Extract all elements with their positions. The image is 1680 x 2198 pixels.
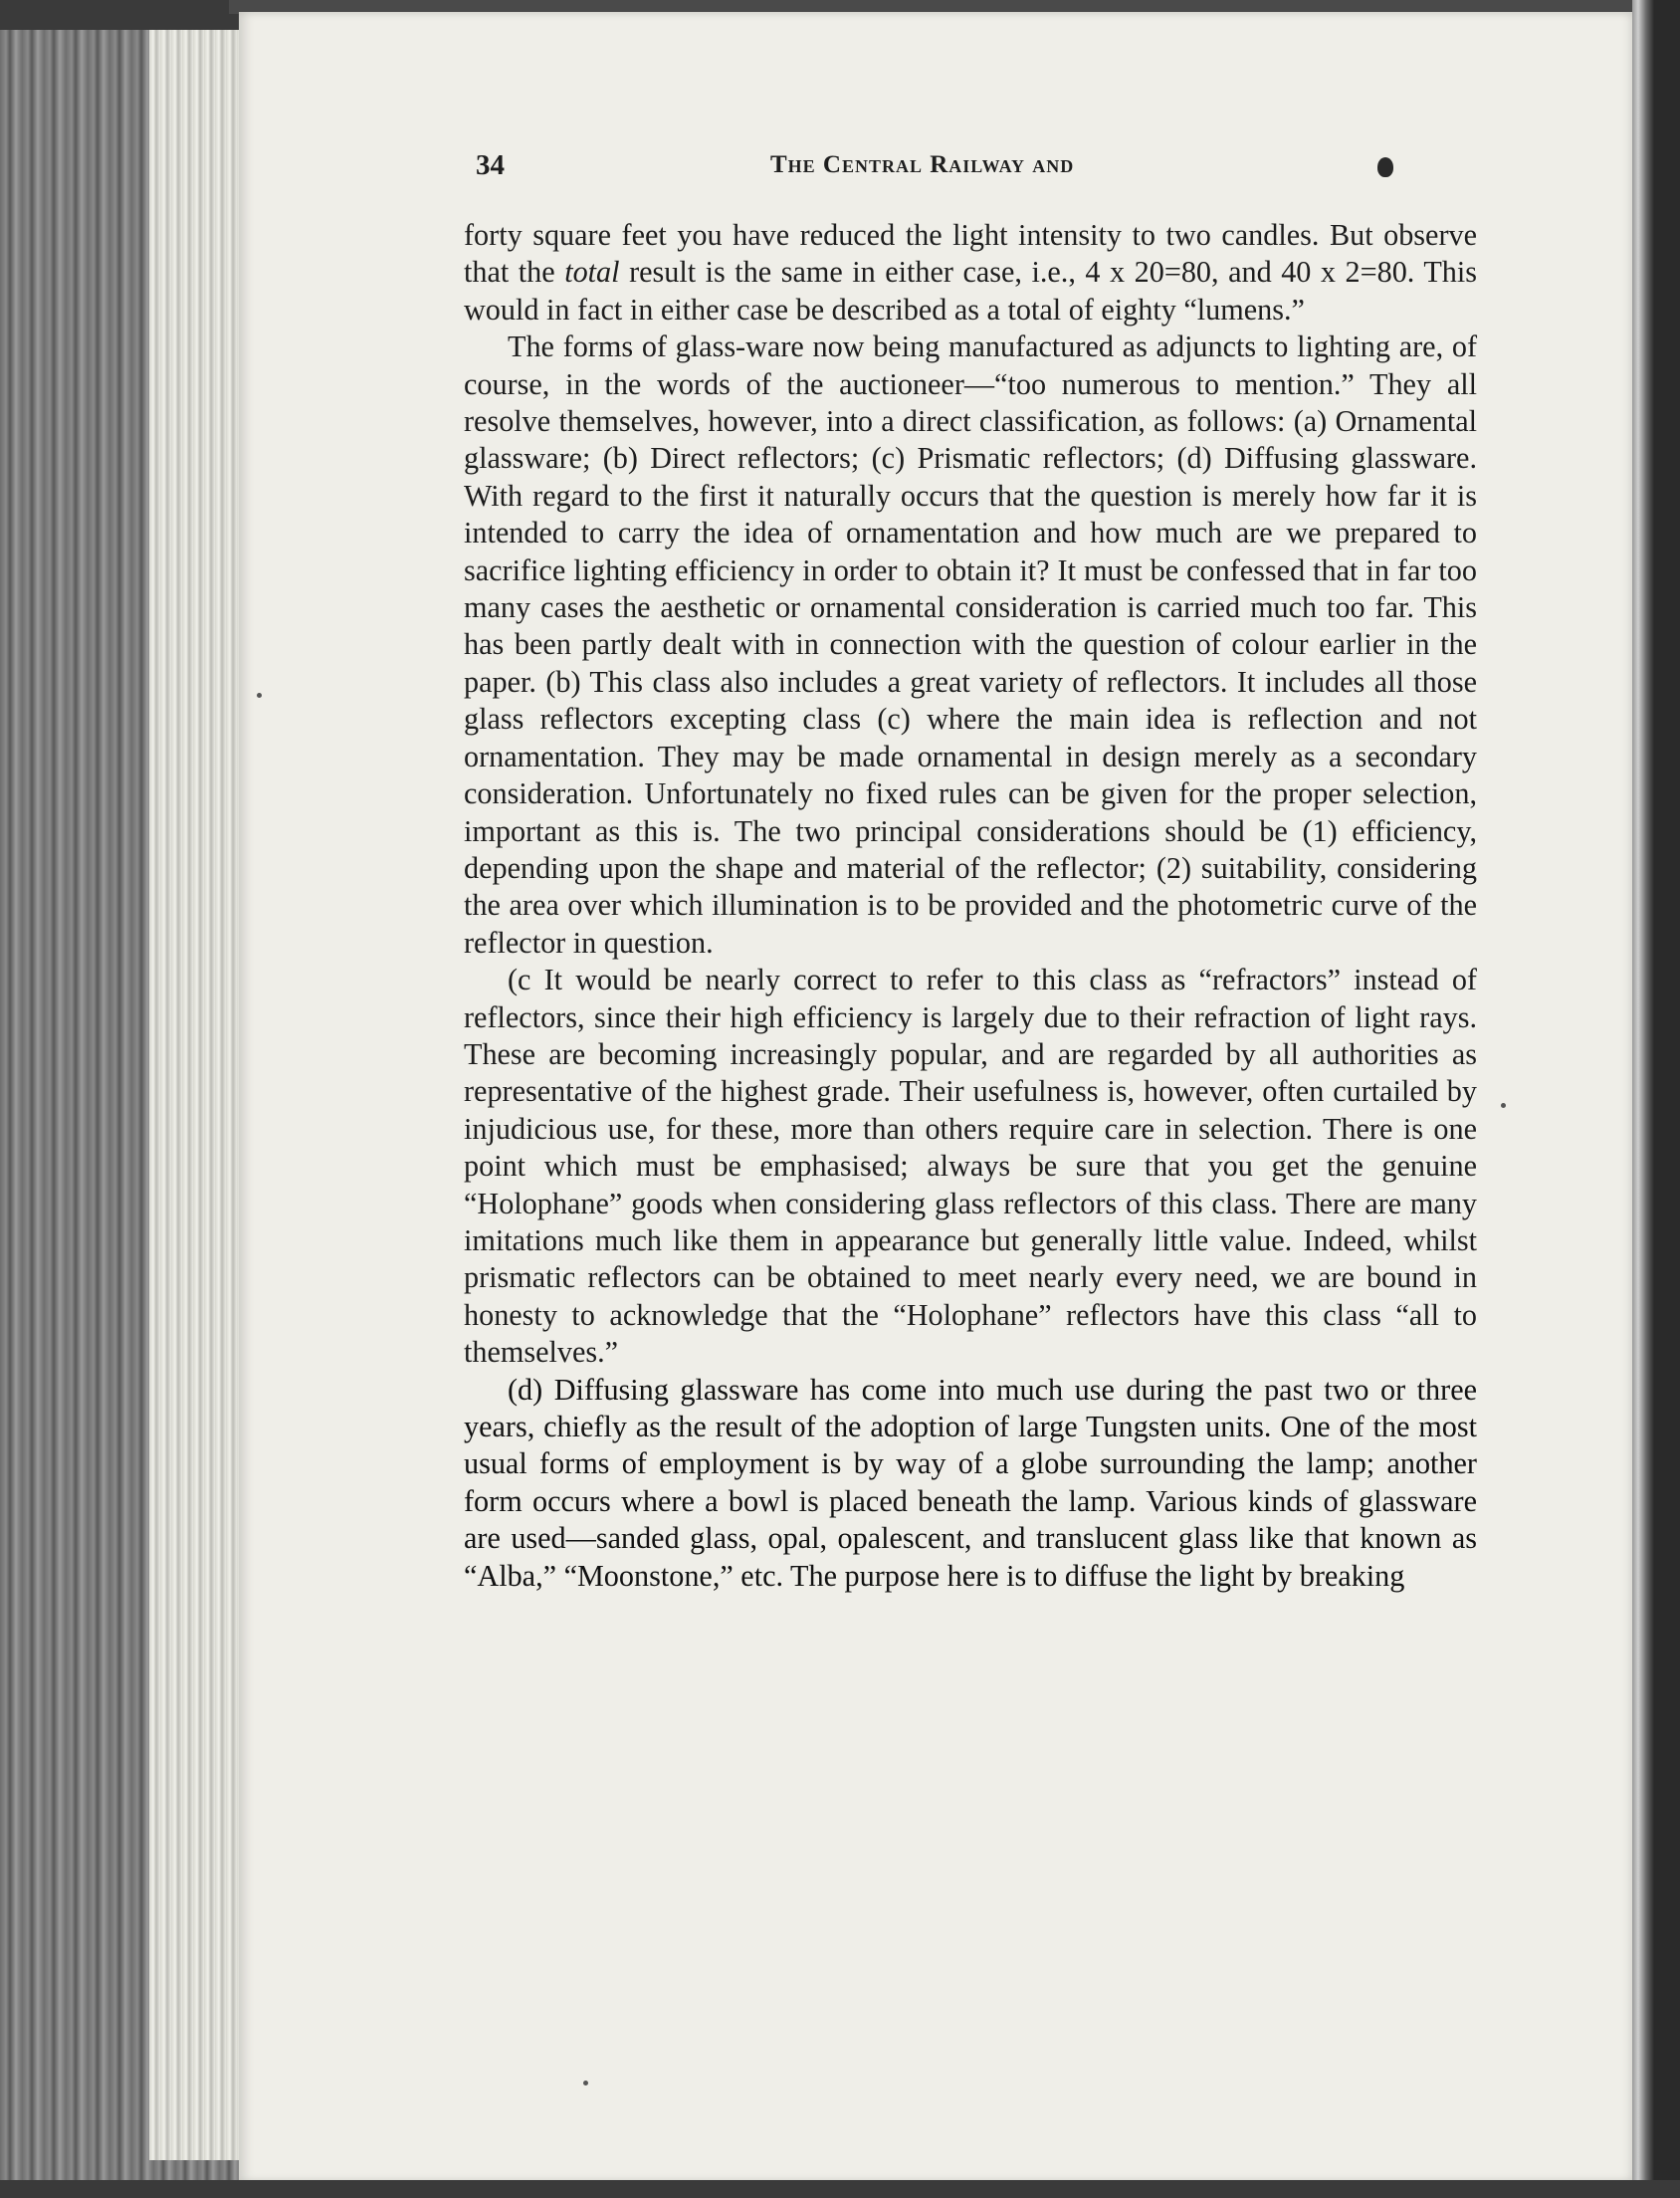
paragraph: (d) Diffusing glassware has come into much use during the past two or three years, chiefly as the result of the adoption of large Tungsten units. One of the most usual forms of employment is by way of a globe surrounding the lamp; another form occurs where a bowl is placed beneath the lamp. Various kinds of glassware are used—sanded glass, opal, opalescent, and translucent glass like that known as “Alba,” “Moonstone,” etc. The purpose here is to diffuse the light by breaking: [464, 1372, 1477, 1593]
running-head: The Central Railway and: [770, 151, 1075, 178]
body-text: [464, 217, 1477, 1595]
paragraph: The forms of glass-ware now being manufactured as adjuncts to lighting are, of course, in the words of the auctioneer—“too numerous to mention.” They all resolve themselves, however, into a direct classification, as follows: (a) Ornamental glassware; (b) Direct reflectors; (c) Prismatic reflectors; (d) Diffusing glassware. With regard to the first it naturally occurs that the question is merely how far it is intended to carry the idea of ornamentation and how much are we prepared to sacrifice lighting efficiency in order to obtain it? It must be confessed that in far too many cases the aesthetic or ornamental consideration is carried much too far. This has been partly dealt with in connection with the question of colour earlier in the paper. (b) This class also includes a great variety of reflectors. It includes all those glass reflectors excepting class (c) where the main idea is reflection and not ornamentation. They may be made ornamental in design merely as a secondary consideration. Unfortunately no fixed rules can be given for the proper selection, important as this is. The two principal considerations should be (1) efficiency, depending upon the shape and material of the reflector; (2) suitability, considering the area over which illumination is to be provided and the photometric curve of the reflector in question.: [464, 330, 1477, 960]
dust-speck: [583, 2081, 588, 2086]
page-header: [476, 149, 1471, 189]
page-edges-light: [149, 30, 244, 2160]
emphasis-total: total: [564, 255, 620, 290]
paragraph: forty square feet you have reduced the light intensity to two candles. But observe that the total result is the same in either case, i.e., 4 x 20=80, and 40 x 2=80. This would in fact in either case be described as a total of eighty “lumens.”: [464, 218, 1477, 327]
ink-blot: [1377, 157, 1393, 177]
dust-speck: [1501, 1103, 1506, 1108]
right-binding-edge: [1632, 0, 1680, 2198]
paragraph: (c It would be nearly correct to refer to this class as “refractors” instead of reflectors, since their high efficiency is largely due to their refraction of light rays. These are becoming increasingly popular, and are regarded by all authorities as representative of the highest grade. Their usefulness is, however, often curtailed by injudicious use, for these, more than others require care in selection. There is one point which must be emphasised; always be sure that you get the genuine “Holophane” goods when considering glass reflectors of this class. There are many imitations much like them in appearance but generally little value. Indeed, whilst prismatic reflectors can be obtained to meet nearly every need, we are bound in honesty to acknowledge that the “Holophane” reflectors have this class “all to themselves.”: [464, 963, 1477, 1370]
page-number: 34: [476, 149, 505, 181]
bottom-border: [0, 2180, 1680, 2198]
dust-speck: [257, 693, 262, 698]
